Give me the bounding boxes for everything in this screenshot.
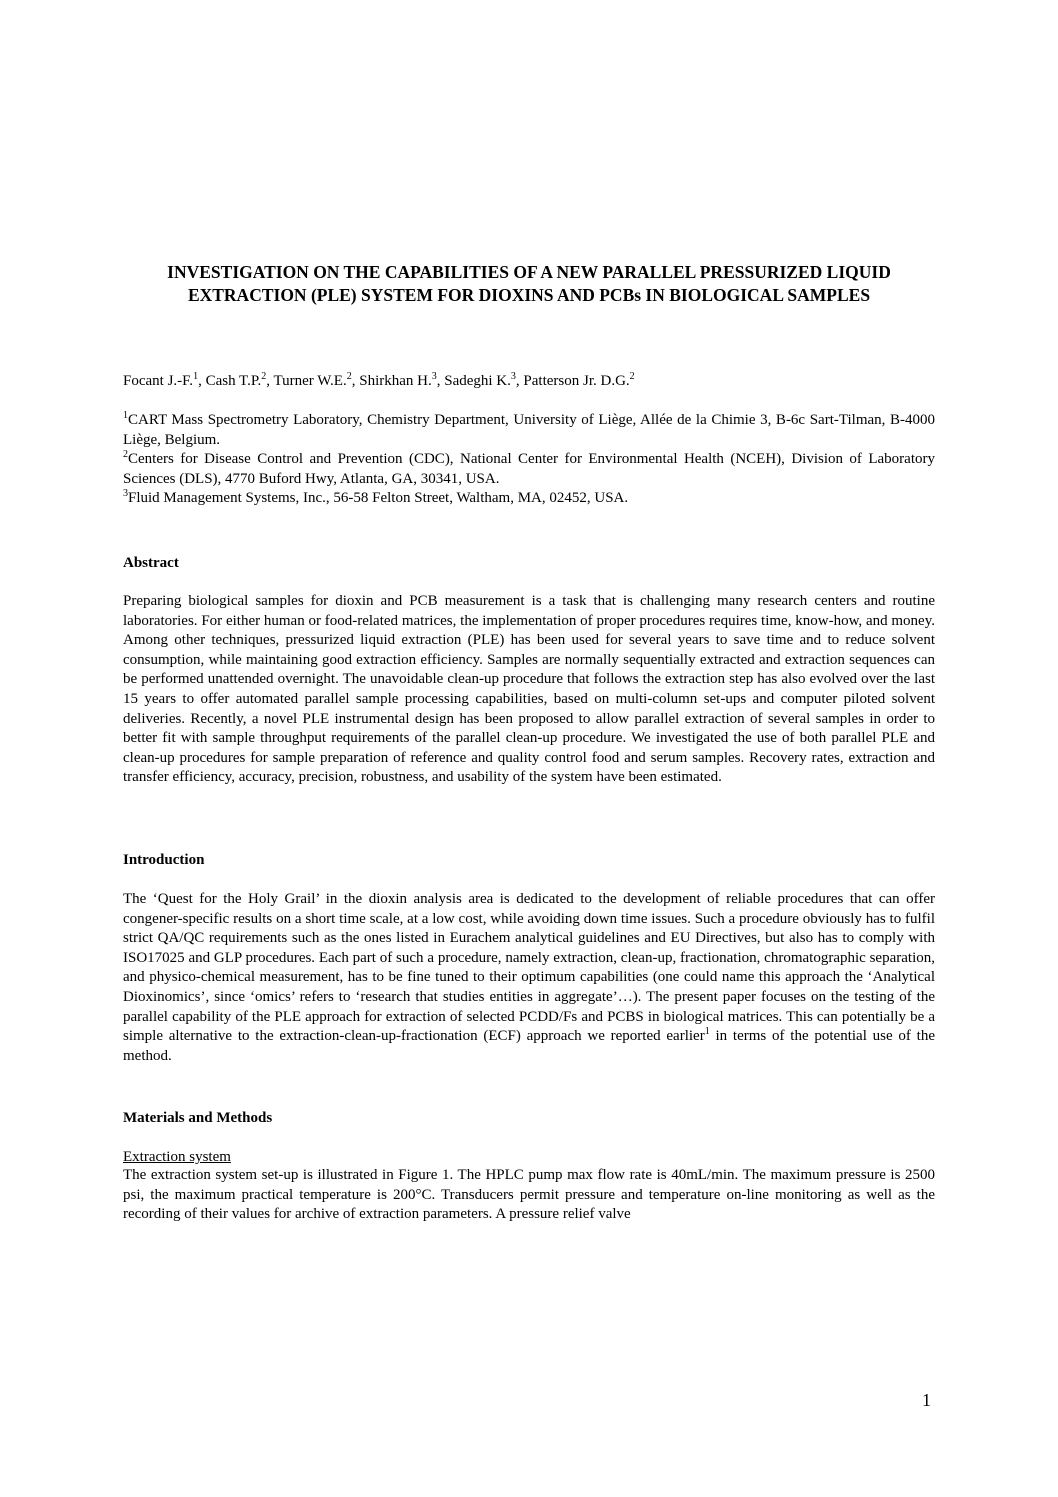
author: Cash T.P.$^2$, bbox=[205, 371, 274, 389]
page-number: 1 bbox=[922, 1390, 931, 1410]
affiliation-list bbox=[123, 411, 935, 509]
abstract-text: Preparing biological samples for dioxin and PCB measurement is a task that is challenging many research centers and routine laboratories. For either human or food-related matrices, the implementation of proper procedures requires time, know-how, and money. Among other techniques, pressurized liquid extraction (PLE) has been used for several years to save time and to reduce solvent consumption, while maintaining good extraction efficiency. Samples are normally sequentially extracted and extraction sequences can be performed unattended overnight. The unavoidable clean-up procedure that follows the extraction step has also evolved over the last 15 years to offer automated parallel sample processing capabilities, based on multi-column set-ups and computer piloted solvent deliveries. Recently, a novel PLE instrumental design has been proposed to allow parallel extraction of several samples in order to better fit with sample throughput requirements of the parallel clean-up procedure. We investigated the use of both parallel PLE and clean-up procedures for sample preparation of reference and quality control food and serum samples. Recovery rates, extraction and transfer efficiency, accuracy, precision, robustness, and usability of the system have been estimated. bbox=[123, 593, 935, 786]
introduction-text: The ‘Quest for the Holy Grail’ in the dioxin analysis area is dedicated to the development of reliable procedures that can offer congener-specific results on a short time scale, at a low cost, while avoiding down time issues. Such a procedure obviously has to fulfil strict QA/QC requirements such as the ones listed in Eurachem analytical guidelines and EU Directives, but also has to comply with ISO17025 and GLP procedures. Each part of such a procedure, namely extraction, clean-up, fractionation, chromatographic separation, and physico-chemical measurement, has to be fine tuned to their optimum capabilities (one could name this approach the ‘Analytical Dioxinomics’, since ‘omics’ refers to ‘research that studies entities in aggregate’…). The present paper focuses on the testing of the parallel capability of the PLE approach for extraction of selected PCDD/Fs and PCBS in biological matrices. This can potentially be a simple alternative to the extraction-clean-up-fractionation (ECF) approach we reported earlier$^1$ in terms of the potential use of the method. bbox=[123, 891, 935, 1064]
author: Patterson Jr. D.G.$^2$ bbox=[523, 371, 635, 389]
affiliation: $^2$Centers for Disease Control and Prevention (CDC), National Center for Environmental Health (NCEH), Division of Laboratory Sciences (DLS), 4770 Buford Hwy, Atlanta, GA, 30341, USA. bbox=[123, 449, 935, 487]
introduction-heading: Introduction bbox=[123, 852, 205, 868]
author: Turner W.E.$^2$, bbox=[273, 371, 360, 389]
paper-title: INVESTIGATION ON THE CAPABILITIES OF A NEW PARALLEL PRESSURIZED LIQUID EXTRACTION (PLE) SYSTEM FOR DIOXINS AND PCBs IN BIOLOGICAL SAMPLES bbox=[167, 262, 891, 305]
affiliation: $^1$CART Mass Spectrometry Laboratory, Chemistry Department, University of Liège, Allée de la Chimie 3, B-6c Sart-Tilman, B-4000 Liège, Belgium. bbox=[123, 410, 935, 448]
author-list bbox=[123, 371, 935, 391]
affiliation: $^3$Fluid Management Systems, Inc., 56-58 Felton Street, Waltham, MA, 02452, USA. bbox=[123, 488, 629, 506]
author: Shirkhan H.$^3$, bbox=[359, 371, 445, 389]
extraction-system-subheading: Extraction system bbox=[123, 1149, 231, 1165]
author: Sadeghi K.$^3$, bbox=[444, 371, 524, 389]
materials-text: The extraction system set-up is illustrated in Figure 1. The HPLC pump max flow rate is 40mL/min. The maximum pressure is 2500 psi, the maximum practical temperature is 200°C. Transducers permit pressure and temperature on-line monitoring as well as the recording of their values for archive of extraction parameters. A pressure relief valve bbox=[123, 1167, 935, 1223]
author: Focant J.-F.$^1$, bbox=[123, 371, 206, 389]
abstract-heading: Abstract bbox=[123, 555, 179, 571]
materials-heading: Materials and Methods bbox=[123, 1110, 273, 1126]
citation-ref: 1 bbox=[704, 1026, 710, 1038]
